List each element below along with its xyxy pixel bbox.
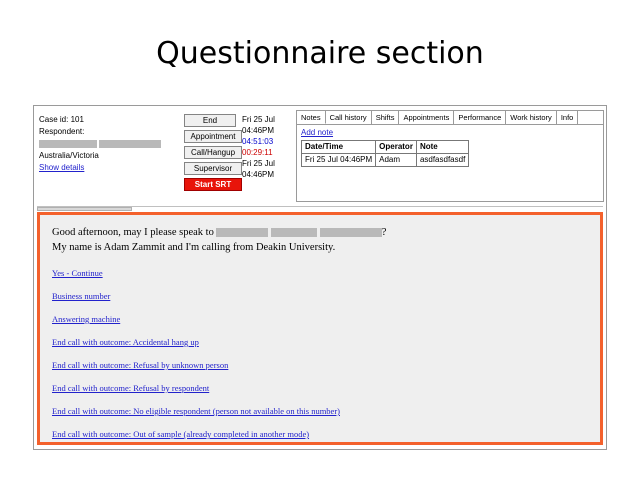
show-details-link[interactable]: Show details (39, 163, 85, 172)
case-location: Australia/Victoria (39, 151, 99, 160)
tab-bar (297, 111, 603, 125)
script-option-list (52, 268, 588, 439)
application-screenshot (33, 105, 607, 450)
tab-work-history[interactable]: Work history (506, 111, 557, 124)
column-header-datetime: Date/Time (302, 141, 376, 154)
tab-shifts[interactable]: Shifts (372, 111, 400, 124)
option-yes-continue[interactable]: Yes - Continue (52, 268, 103, 278)
option-business-number[interactable]: Business number (52, 291, 111, 301)
redaction-bar (320, 228, 382, 237)
option-refusal-by-respondent[interactable]: End call with outcome: Refusal by respondent (52, 383, 210, 393)
appointment-button[interactable]: Appointment (184, 130, 242, 143)
supervisor-button[interactable]: Supervisor (184, 162, 242, 175)
redaction-bar (216, 228, 268, 237)
cell-datetime: Fri 25 Jul 04:46PM (302, 154, 376, 167)
table-row (302, 154, 469, 167)
case-id-label: Case id: 101 (39, 115, 84, 124)
call-hangup-button[interactable]: Call/Hangup (184, 146, 242, 159)
option-refusal-unknown-person[interactable]: End call with outcome: Refusal by unknown person (52, 360, 229, 370)
column-header-note: Note (416, 141, 468, 154)
clock-time: 04:51:03 (242, 137, 274, 146)
start-srt-button[interactable]: Start SRT (184, 178, 242, 191)
redaction-bar (39, 140, 97, 148)
call-time: 04:46PM (242, 126, 275, 135)
elapsed-timer: 00:29:11 (242, 148, 273, 157)
add-note-link[interactable]: Add note (301, 128, 334, 137)
redaction-bar (271, 228, 317, 237)
call-date: Fri 25 Jul (242, 115, 275, 124)
questionnaire-script-area (37, 212, 603, 445)
option-no-eligible-respondent[interactable]: End call with outcome: No eligible respondent (person not available on this number) (52, 406, 340, 416)
table-header-row (302, 141, 469, 154)
notes-panel (296, 110, 604, 202)
script-line-1 (52, 225, 588, 240)
tab-appointments[interactable]: Appointments (399, 111, 454, 124)
cell-note: asdfasdfasdf (416, 154, 468, 167)
script-line-2: My name is Adam Zammit and I'm calling from Deakin University. (52, 242, 336, 253)
timer-column (242, 114, 294, 180)
column-header-operator: Operator (376, 141, 417, 154)
script-greeting-text: Good afternoon, may I please speak to (52, 227, 214, 238)
redaction-bar (99, 140, 161, 148)
option-answering-machine[interactable]: Answering machine (52, 314, 121, 324)
notes-table (301, 140, 469, 167)
tab-notes[interactable]: Notes (297, 111, 326, 124)
option-accidental-hangup[interactable]: End call with outcome: Accidental hang up (52, 337, 199, 347)
end-button[interactable]: End (184, 114, 236, 127)
action-button-group (184, 114, 244, 194)
shift-date: Fri 25 Jul (242, 159, 275, 168)
page-title: Questionnaire section (156, 36, 484, 71)
tab-call-history[interactable]: Call history (326, 111, 372, 124)
tab-info[interactable]: Info (557, 111, 579, 124)
script-greeting-suffix: ? (381, 227, 387, 238)
case-info-block (39, 114, 169, 174)
top-panel (34, 106, 608, 205)
respondent-label: Respondent: (39, 127, 85, 136)
respondent-name-redacted (39, 138, 169, 150)
tab-performance[interactable]: Performance (454, 111, 506, 124)
cell-operator: Adam (376, 154, 417, 167)
option-out-of-sample[interactable]: End call with outcome: Out of sample (already completed in another mode) (52, 429, 310, 439)
shift-time: 04:46PM (242, 170, 275, 179)
scrollbar-thumb[interactable] (37, 207, 132, 211)
